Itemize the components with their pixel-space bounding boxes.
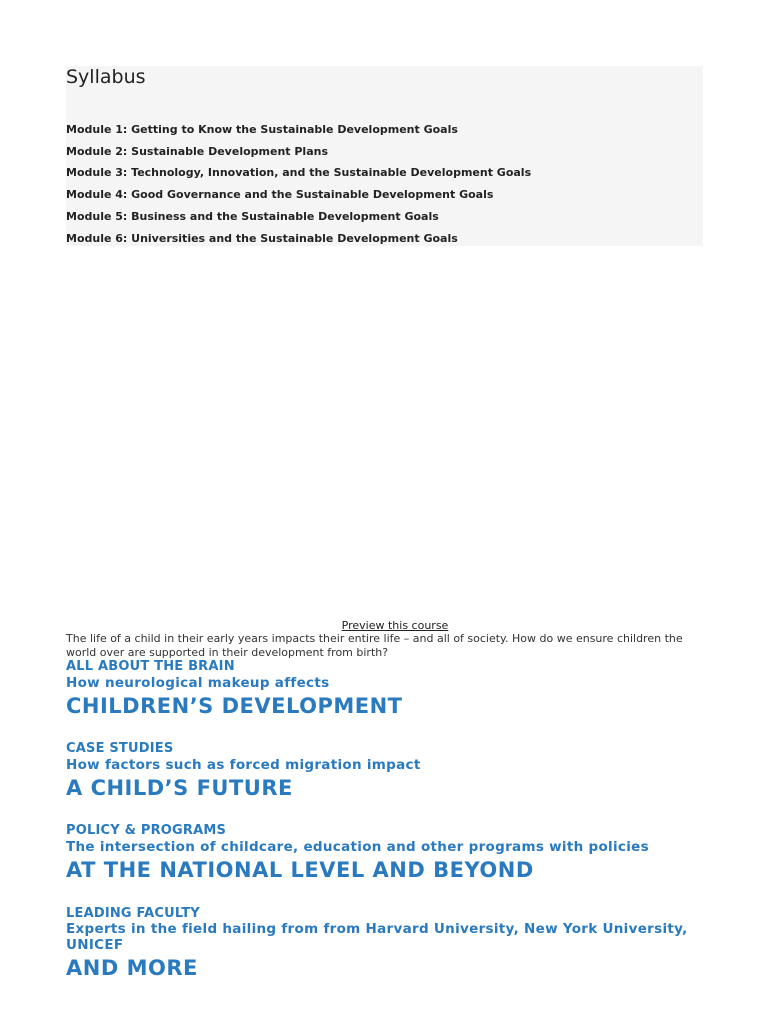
section-label: CASE STUDIES	[66, 741, 174, 756]
section-headline: AT THE NATIONAL LEVEL AND BEYOND	[66, 858, 534, 882]
preview-course-link[interactable]: Preview this course	[341, 619, 449, 632]
section-headline: A CHILD’S FUTURE	[66, 776, 293, 800]
module-item[interactable]: Module 1: Getting to Know the Sustainable Development Goals	[66, 123, 458, 136]
course-intro: The life of a child in their early years impacts their entire life – and all of society. How do we ensure children the world over are supported in their development from birth?	[66, 632, 683, 659]
module-item[interactable]: Module 4: Good Governance and the Sustainable Development Goals	[66, 188, 494, 201]
syllabus-title: Syllabus	[66, 66, 146, 88]
module-item[interactable]: Module 5: Business and the Sustainable Development Goals	[66, 210, 439, 223]
section-headline: CHILDREN’S DEVELOPMENT	[66, 694, 403, 718]
section-label: POLICY & PROGRAMS	[66, 823, 227, 838]
module-item[interactable]: Module 2: Sustainable Development Plans	[66, 145, 328, 158]
section-label: LEADING FACULTY	[66, 906, 200, 921]
section-subtitle: How factors such as forced migration impact	[66, 757, 421, 773]
section-label: ALL ABOUT THE BRAIN	[66, 659, 235, 674]
module-item[interactable]: Module 6: Universities and the Sustainable Development Goals	[66, 232, 458, 245]
module-item[interactable]: Module 3: Technology, Innovation, and the Sustainable Development Goals	[66, 166, 532, 179]
section-headline: AND MORE	[66, 956, 198, 980]
syllabus-panel	[66, 66, 703, 246]
section-subtitle: How neurological makeup affects	[66, 675, 330, 691]
section-subtitle: The intersection of childcare, education and other programs with policies	[66, 839, 649, 855]
section-subtitle: Experts in the field hailing from from Harvard University, New York University, UNICEF	[66, 921, 688, 953]
